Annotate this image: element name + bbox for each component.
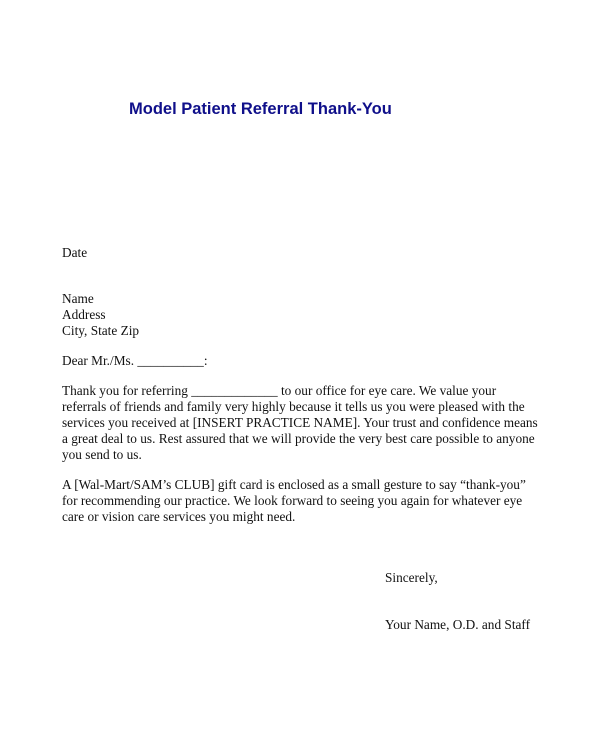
paragraph-line: for recommending our practice. We look forward to seeing you again for whatever eye — [62, 493, 523, 508]
recipient-city: City, State Zip — [62, 323, 140, 338]
paragraph-line: a great deal to us. Rest assured that we will provide the very best care possible to anyone — [62, 431, 535, 446]
closing: Sincerely, — [385, 570, 438, 585]
paragraph-1 — [62, 383, 538, 463]
paragraph-line: care or vision care services you might need. — [62, 509, 296, 524]
recipient-name: Name — [62, 291, 94, 306]
recipient-address — [62, 291, 139, 339]
paragraph-line: you send to us. — [62, 447, 142, 462]
signature: Your Name, O.D. and Staff — [385, 617, 531, 632]
recipient-address-line: Address — [62, 307, 106, 322]
letter-title: Model Patient Referral Thank-You — [129, 100, 392, 118]
paragraph-line: services you received at [INSERT PRACTICE NAME]. Your trust and confidence means — [62, 415, 538, 430]
paragraph-2 — [62, 477, 526, 525]
salutation: Dear Mr./Ms. __________: — [62, 353, 208, 368]
paragraph-line: Thank you for referring _____________ to our office for eye care. We value your — [62, 383, 497, 398]
date-line: Date — [62, 245, 88, 260]
paragraph-line: A [Wal-Mart/SAM’s CLUB] gift card is enclosed as a small gesture to say “thank-you” — [62, 477, 526, 492]
paragraph-line: referrals of friends and family very highly because it tells us you were pleased with the — [62, 399, 525, 414]
